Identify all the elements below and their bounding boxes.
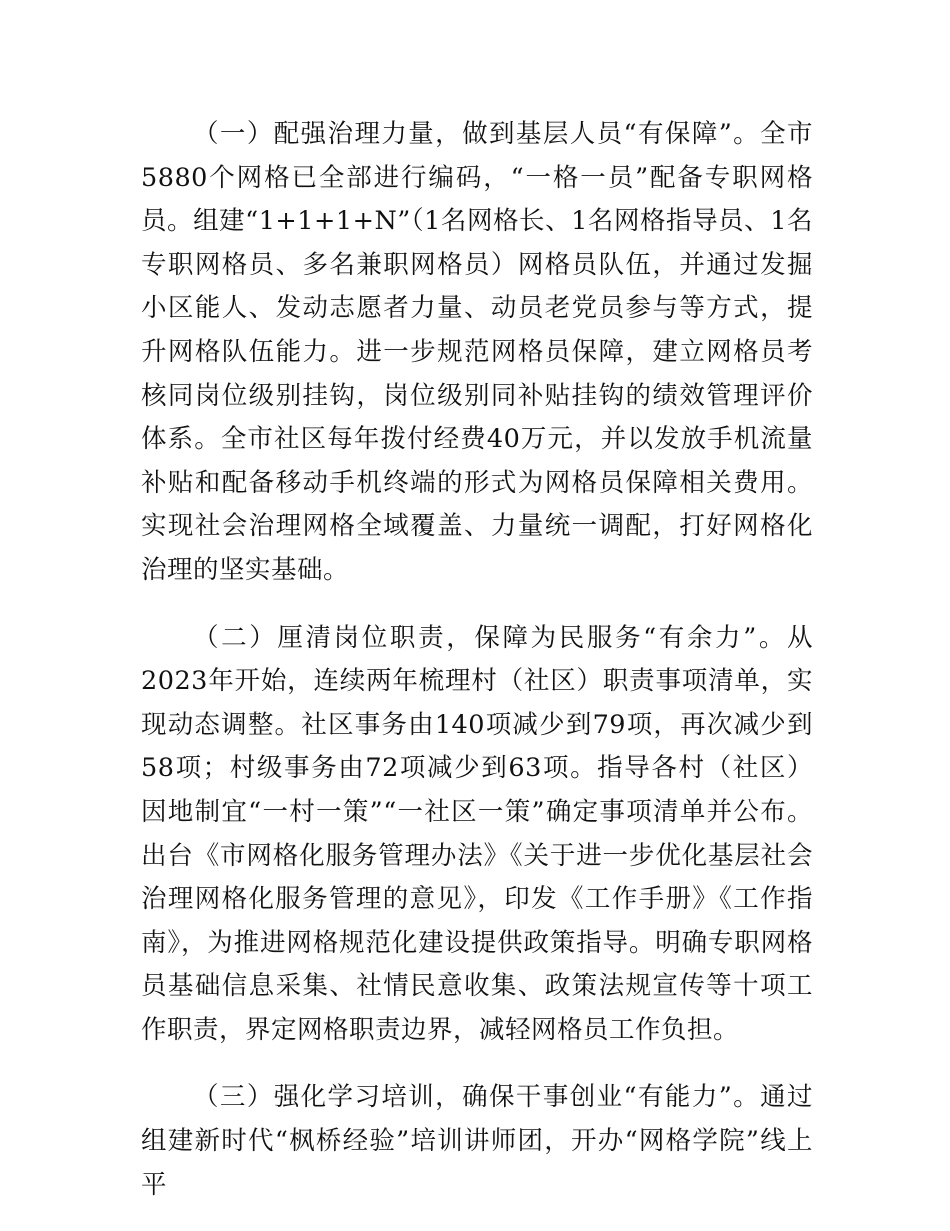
paragraph-training: （三）强化学习培训，确保干事创业“有能力”。通过组建新时代“枫桥经验”培训讲师团，开办“网格学院”线上平 [141, 1082, 813, 1200]
document-body [141, 113, 813, 1231]
paragraph-duties: （二）厘清岗位职责，保障为民服务“有余力”。从2023年开始，连续两年梳理村（社区）职责事项清单，实现动态调整。社区事务由140项减少到79项，再次减少到58项；村级事务由72项减少到63项。指导各村（社区）因地制宜“一村一策”“一社区一策”确定事项清单并公布。出台《市网格化服务管理办法》《关于进一步优化基层社会治理网格化服务管理的意见》，印发《工作手册》《工作指南》，为推进网格规范化建设提供政策指导。明确专职网格员基础信息采集、社情民意收集、政策法规宣传等十项工作职责，界定网格职责边界，减轻网格员工作负担。 [141, 622, 813, 1045]
paragraph-staffing: （一）配强治理力量，做到基层人员“有保障”。全市5880个网格已全部进行编码，“一格一员”配备专职网格员。组建“1+1+1+N”（1名网格长、1名网格指导员、1名专职网格员、多名兼职网格员）网格员队伍，并通过发掘小区能人、发动志愿者力量、动员老党员参与等方式，提升网格队伍能力。进一步规范网格员保障，建立网格员考核同岗位级别挂钩，岗位级别同补贴挂钩的绩效管理评价体系。全市社区每年拨付经费40万元，并以发放手机流量补贴和配备移动手机终端的形式为网格员保障相关费用。实现社会治理网格全域覆盖、力量统一调配，打好网格化治理的坚实基础。 [141, 119, 813, 585]
